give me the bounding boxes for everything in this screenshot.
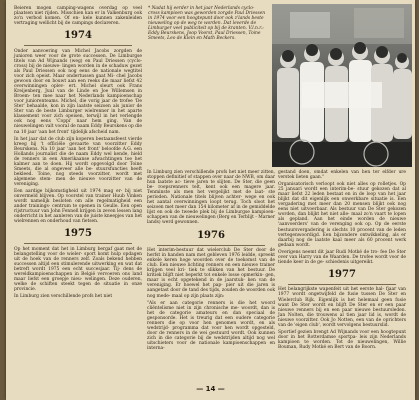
paragraph: "Als er aan categorie renners is die het woord cliëntelisme niet in zijn chronische me- woordt, dan is het de categorie amateurs en dan speciaal de gesponsorde. Het is treurig dat een oudere categorie renners die op voor hen genomen wordt, en als wedstrijd- programma dat voor hen wordt opgesteld, door de renners in de wei gestuurd wordt. Ook kunnen zich in die categorie bij de wedstrijden altijd nog wel uitschieters voor de nationale kampioenschappen en interna- <box>147 300 275 351</box>
heading-rule <box>288 284 396 285</box>
paragraph: Het belangrijkste wapenfeit uit het eerste hal- fjaar van 1977 wordt ongetwijfeld de fusie tussen De Ster en Wielerclub Rijk. Eigenlijk is het helemaal geen fusie want De Ster wordt en blijft De Ster en er een paar nieuwe renners bij en een paar nieuwe bestuursleden. Jan Nolten, die trouwens al tien jaar lid is, wordt de nieuwe voorzitter. Ook Jo Notten, een van de oprichters van de 'eigen club', wordt vervolgens bestuurslid. <box>278 287 406 328</box>
column-right <box>278 170 406 352</box>
column-left <box>14 6 142 301</box>
photo-caption: * Nadat hij eerder in het jaar Nederlands cyclo-cross kampioen was geworden zorgde Paul Driessen in 1974 voor een hoogtepunt door ook z'lands beste nieuweling op de weg te worden. Dat leverde de Limburger veel publiciteit op bij de kranten. V.l.n.r.: Eddy Beurskens, Joop Voorst, Paul Driessen, Toine Smeets, Leo de Klein en Math Beckers. <box>148 6 266 42</box>
paragraph-intro: Beieren mogen camping-wagens overdag op veel plaatsen niet rijden. Misschien kan er in Valkenburg ook zo'n verbod komen. Of en- kele kunnen zakenleiden vertraging wellicht bij de campings declareren. <box>14 6 142 27</box>
heading-rule <box>24 45 132 46</box>
paragraph: Onder aanvoering van Michel Jacobs zorgden de junioren weer voor de grote successen. De Limburgse titels van Ad Wijnands (weg) en Paul Driessen (cyclo-cross) bij de nieuwe- lingen worden in de schaduw gezet als Paul Driessen ook nog eens de nationale wegtitel voor zich opeist. Maar ondertussen gaat Mi- chel Jacobs gewoon door en bouwt aan een reeks die maar liefst 42 overwinningen oplev- ert. Michel sleurt ook Frans Kreijenberg, Juul van de Linde en Joe Willemsen in Broem- ten mee naar het Nederlands kampioenschap voor juniorenteams. Michel, die vorig jaar de trofee 'De Ster' behaalde, kon in zijn laatste seizoen als junior de Ster van de beste Limburger wielrenner in het aparte klassement voor zich opeisen, terwijl in het verlengde ook nog eens 'Coppi' naar hem ging. Van de nieuwelingen valt vooral de naam Eddy Beurskens op die na 10 jaar 'aan het front' tijdelijk afscheid nam. <box>14 48 142 135</box>
year-heading-1977: 1977 <box>328 268 356 280</box>
year-heading-1976: 1976 <box>197 229 225 241</box>
heading-rule <box>157 245 265 246</box>
paragraph: gestand doen, omdat enkelen van hen ter elfder ure verstek lieten gaan." <box>278 170 406 181</box>
paragraph: Een aardige bijkomstigheid uit 1974 mag er- bij niet onvermeld blijven. Op voorstel van trainer Huub Vinken wordt namelijk besloten om alle regelmatigheid een ander trainings- centrum te openen in Geulle. Een open rijstructuur van John Fennell krijgen in zeven lessen lang onderricht in het aanleren van de juiste kneepjes van het wielrennen en onderhoud van fietsen. <box>14 189 142 225</box>
paragraph: In Limburg zien verschillende profs het niet meer zitten, stoppen definitief of stappen over naar de NWB, om daar hun laatste ac- tieve jaren te slijten. De Ster, die geen be- roepsrenners telt, kent ook een magere jaar. Tenminste als men het vergelijkt met de laat- ste perioden. Nationale titels blijven achter- wege en ook het aantal overwinningen loopt terug. Toch sloot het seizoen met meer dan 154 kilometer af in de gemiddelde lijst en ook de tweede plek bij de Limburgse kampioen- schappen van de nieuwelingen (Berg en Terblijt - Marner lands) werd gewonnen. <box>147 170 275 226</box>
paragraph: In Limburg zien verschillende profs het niet <box>14 294 113 300</box>
paragraph: Het interim-bestuur dat wielerclub De Ster door de herfst in handen nam met gebleven 1976 leidde, spreekt enkele keren hoge woorden over de toekomst van de club. Een nieuwe lichting renners en een nieuwe trainer krijgen veel kri- tiek te slikken van het bestuur. De kritiek blijft niet beperkt tot enkele losse opmerkin- gen, maar is echt opgetekend in de jaarstuk- ken van de vereniging. Er hoewel het pap- pier uit die jaren is aangetast door de tand des tijds, zouden de woorden ook nog mede- maal op zijn plaats zijn: <box>147 248 275 299</box>
magazine-page <box>6 0 415 400</box>
paragraph: In het jaar dat de club zijn koperen bestaansfeest vierde kreeg hij 't officiële gevaarte van voorzitter Eddy Beurskens. Na 10 jaar 'aan het front' beloofde A.G. een Hollands journalist die de naam Eddy wel kende, hield de renners in een Amerikaanse afwachtingen toe het kalmer aan te doen. Hij wordt opgevolgd door Toine Smeets, die al ongeveer alle be- stuursfuncties heeft bekleed. Toine, nog steeds voorzitter, wordt met algemene stem- men de nieuwe voorzitter van de vereniging. <box>14 136 142 187</box>
column-middle <box>147 170 275 353</box>
paragraph: Overigens neemt dit jaar Rudi Motké de tro- fee De Ster over van Harry van de Waarden. De trofee wordt voor de tiende keer in de ge- schiedenis uitgereikt. <box>278 249 406 265</box>
year-heading-1974: 1974 <box>64 30 92 42</box>
team-photo <box>272 4 412 167</box>
year-heading-1975: 1975 <box>64 228 92 240</box>
paragraph: Organisatorisch verloopt ook niet alles op rolletjes. Op 25 januari wordt een interim-be- stuur gekozen dat al maar liefst 22 leden bestaat en in de loop van het jaar blijkt dat dit eigenlijk een onwerkbare situatie is. Een vergadering met meer dan 20 mensen blijkt ook nog eens niet uitvoerbaar. Als bestuur van De Ster gekozen worden, dan blijkt het niet alle- maal zo'n vaart te lopen als gepland. Aan het einde worden de nieuwe 'aanvoerders' van de verenging ook op. Op de eerste bestuursvergadering is slechts 10 procent van de leden vertegenwoordigd. Een bijzondere ontwikkeling, als er daarbij nog de laatste kaal meer als 60 procent werk gedaan wordt. <box>278 182 406 248</box>
heading-rule <box>24 243 132 244</box>
paragraph: Op het moment dat het in Limburg bergaf gaat met de belangstelling voor de wieler- sport komt hulp opdagen uit de hoek van de renners zelf. Zoals bekend hebben successen altijd een stimulerende uitwerking en wat dat betreft wordt 1975 een echt succesjaar. Tij- dens de wereldkampioenschappen in België vervoeren ons land maar liefst een groepje nieu- welingen. Deze ouderen, welke de schiften steekt tegen de situatie in onze provincie. <box>14 246 142 293</box>
paragraph: Sportief gezien brengt Ad Wijnands voor een hoogtepunt door in het Rotterdamse sportpa- leis zijn Nederlands kampioen te worden. Tot de nieuwelingen, Willie Bouman, Rudy Motké en Bert van de Boorn. <box>278 329 406 350</box>
page-number: — 14 — <box>196 385 225 393</box>
